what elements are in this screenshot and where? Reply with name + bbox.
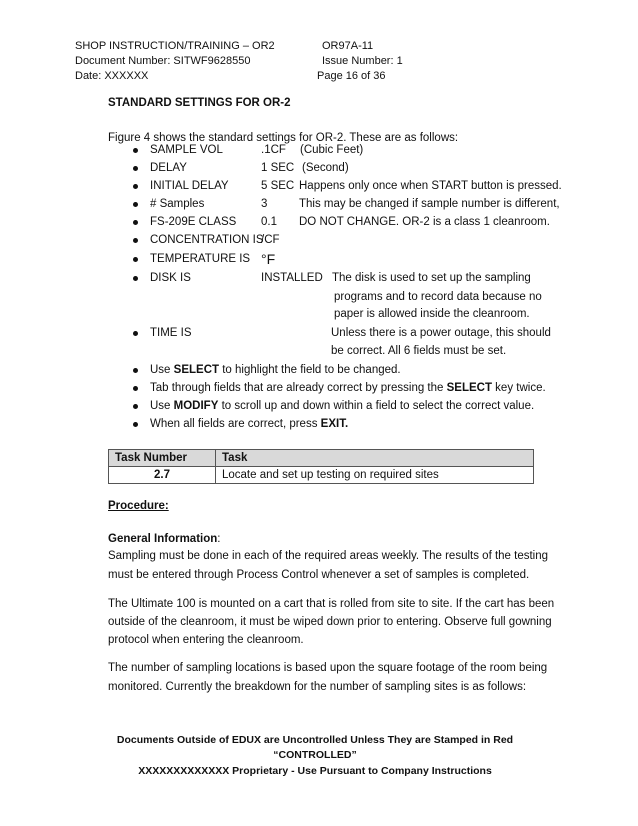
header-date: Date: XXXXXX — [75, 70, 149, 82]
setting-value: 5 SEC — [261, 180, 295, 192]
instruction-text: to highlight the field to be changed. — [219, 364, 401, 376]
general-info-colon: : — [217, 533, 221, 545]
setting-label: # Samples — [150, 198, 205, 210]
bullet-icon — [133, 166, 138, 171]
footer-proprietary-notice: XXXXXXXXXXXXX Proprietary - Use Pursuant to Company Instructions — [138, 765, 492, 777]
setting-disk-note-cont-2: paper is allowed inside the cleanroom. — [334, 308, 530, 320]
general-info-heading: General Information — [108, 533, 218, 545]
instruction-text: When all fields are correct, press — [150, 418, 321, 430]
setting-note: Happens only once when START button is pressed. — [299, 180, 562, 192]
bullet-icon — [133, 331, 138, 336]
paragraph-line: Sampling must be done in each of the required areas weekly. The results of the testing — [108, 550, 549, 562]
header-cell: Task — [216, 450, 534, 467]
setting-label: TIME IS — [150, 327, 192, 339]
setting-label: TEMPERATURE IS — [150, 253, 251, 265]
setting-note: (Second) — [302, 162, 349, 174]
task-cell: Locate and set up testing on required sites — [216, 467, 534, 484]
task-table-header — [109, 450, 534, 467]
setting-label: CONCENTRATION IS — [150, 234, 264, 246]
footer-uncontrolled-notice: Documents Outside of EDUX are Uncontrolled Unless They are Stamped in Red — [116, 734, 514, 746]
instruction-key: SELECT — [173, 364, 220, 376]
setting-value: /CF — [261, 234, 280, 246]
instruction-key: SELECT — [446, 382, 492, 394]
bullet-icon — [133, 257, 138, 262]
section-title: STANDARD SETTINGS FOR OR-2 — [108, 97, 291, 109]
bullet-icon — [133, 422, 138, 427]
bullet-icon — [133, 220, 138, 225]
header-issue-number: Issue Number: 1 — [322, 55, 403, 67]
bullet-icon — [133, 368, 138, 373]
bullet-icon — [133, 386, 138, 391]
paragraph-line: outside of the cleanroom, it must be wiped down prior to entering. Observe full gowning — [108, 616, 552, 628]
setting-value: 1 SEC — [261, 162, 295, 174]
bullet-icon — [133, 238, 138, 243]
instruction-text: Use — [150, 400, 174, 412]
header-doc-code: OR97A-11 — [322, 40, 374, 52]
setting-note: This may be changed if sample number is different, — [299, 198, 560, 210]
task-number-cell: 2.7 — [109, 467, 216, 484]
footer-controlled-label: “CONTROLLED” — [273, 749, 357, 761]
header-doc-number: Document Number: SITWF9628550 — [75, 55, 251, 67]
setting-label: SAMPLE VOL — [150, 144, 223, 156]
setting-disk-note-cont-1: programs and to record data because no — [334, 291, 542, 303]
header-page-number: Page 16 of 36 — [317, 70, 386, 82]
paragraph-line: monitored. Currently the breakdown for the number of sampling sites is as follows: — [108, 681, 527, 693]
procedure-heading: Procedure: — [108, 500, 169, 512]
paragraph-line: The Ultimate 100 is mounted on a cart that is rolled from site to site. If the cart has been — [108, 598, 555, 610]
setting-note: The disk is used to set up the sampling — [332, 272, 531, 284]
bullet-icon — [133, 148, 138, 153]
setting-label: DISK IS — [150, 272, 191, 284]
setting-value: °F — [261, 251, 276, 267]
general-info-heading-row — [108, 531, 220, 548]
instruction-text: Use — [150, 364, 174, 376]
setting-value: .1CF — [261, 144, 286, 156]
bullet-icon — [133, 276, 138, 281]
setting-label: FS-209E CLASS — [150, 216, 237, 228]
setting-label: DELAY — [150, 162, 187, 174]
task-table — [108, 449, 534, 484]
setting-value: 0.1 — [261, 216, 277, 228]
paragraph-line: protocol when entering the cleanroom. — [108, 634, 304, 646]
setting-note: DO NOT CHANGE. OR-2 is a class 1 cleanroom. — [299, 216, 550, 228]
intro-text: Figure 4 shows the standard settings for OR-2. These are as follows: — [108, 132, 459, 144]
paragraph-line: must be entered through Process Control whenever a set of samples is completed. — [108, 569, 530, 581]
instruction-key: EXIT. — [320, 418, 349, 430]
setting-note: Unless there is a power outage, this should — [331, 327, 551, 339]
setting-note: (Cubic Feet) — [300, 144, 364, 156]
instruction-text: Tab through fields that are already correct by pressing the — [150, 382, 447, 394]
table-row — [109, 467, 534, 484]
setting-value: INSTALLED — [261, 272, 323, 284]
header-doc-title: SHOP INSTRUCTION/TRAINING – OR2 — [75, 40, 275, 52]
setting-value: 3 — [261, 198, 268, 210]
setting-label: INITIAL DELAY — [150, 180, 229, 192]
paragraph-line: The number of sampling locations is based upon the square footage of the room being — [108, 662, 548, 674]
instruction-key: MODIFY — [173, 400, 219, 412]
bullet-icon — [133, 404, 138, 409]
setting-time-note-cont: be correct. All 6 fields must be set. — [331, 345, 507, 357]
bullet-icon — [133, 202, 138, 207]
bullet-icon — [133, 184, 138, 189]
instruction-text: to scroll up and down within a field to select the correct value. — [218, 400, 535, 412]
instruction-text: key twice. — [491, 382, 546, 394]
header-cell: Task Number — [109, 450, 216, 467]
